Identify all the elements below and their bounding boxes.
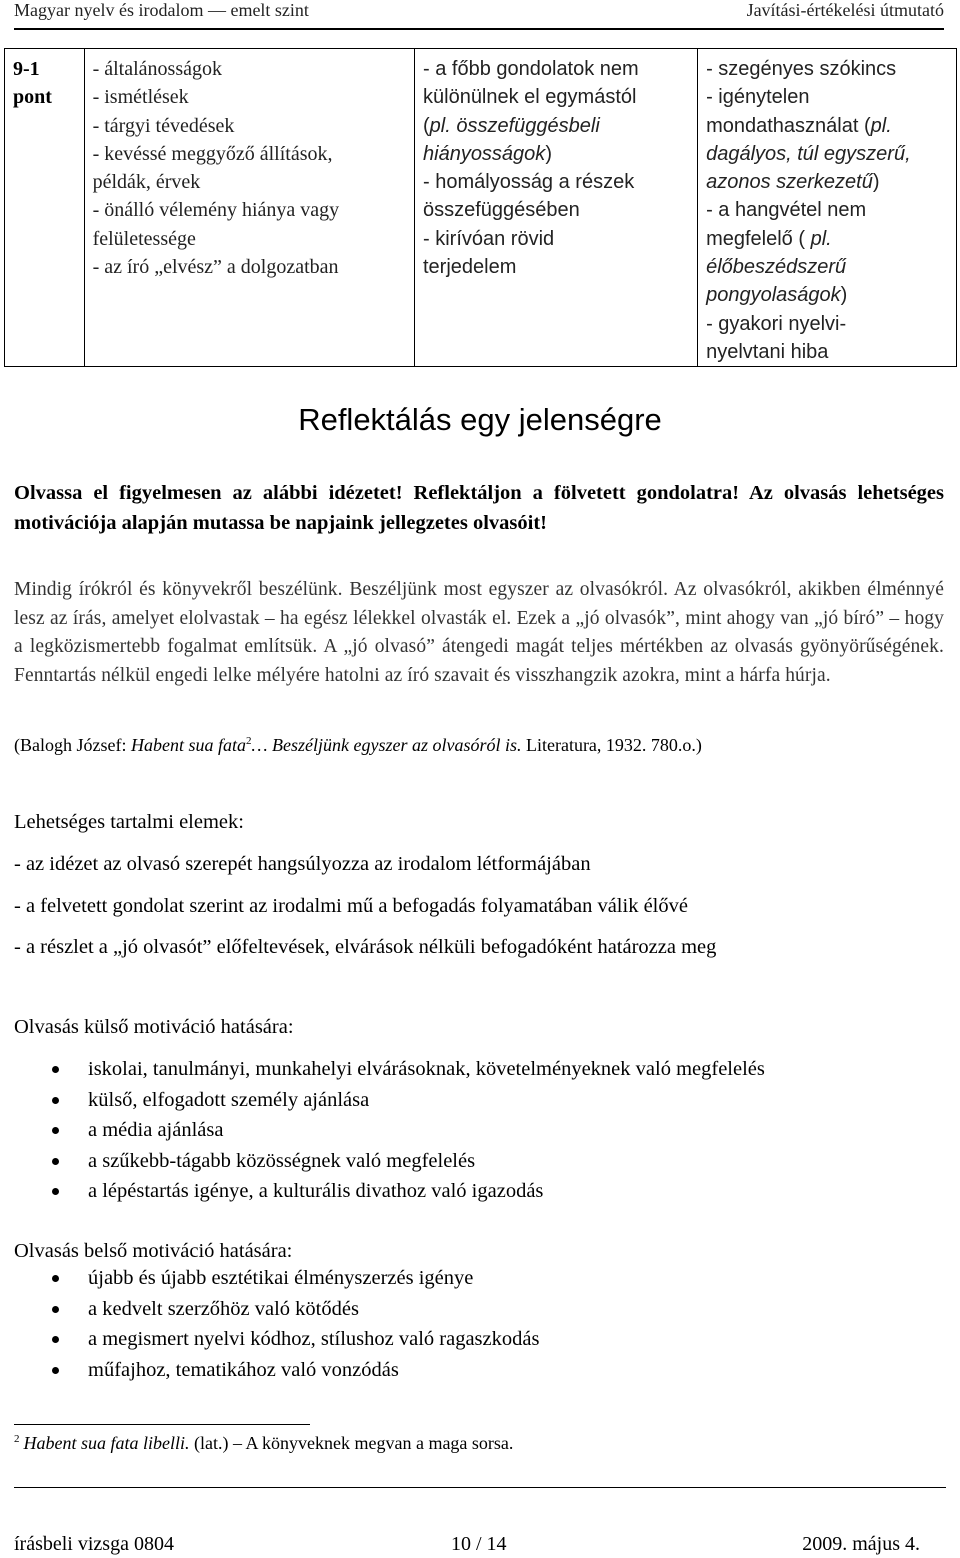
external-motivation-list <box>40 1054 765 1207</box>
content-heading: Lehetséges tartalmi elemek: <box>14 811 244 833</box>
header-left: Magyar nyelv és irodalom — emelt szint <box>14 0 309 20</box>
bullet-icon <box>52 1306 59 1313</box>
list-item: - szegényes szókincs <box>706 58 897 80</box>
list-item: - az író „elvész” a dolgozatban <box>92 256 339 279</box>
language-criteria-cell <box>698 49 957 367</box>
bullet-icon <box>52 1188 59 1195</box>
bullet-icon <box>52 1158 59 1165</box>
score-value: 9-1 <box>13 58 40 80</box>
quote-text: Mindig írókról és könyvekről beszélünk. Beszéljünk most egyszer az olvasókról. Az olvasókról, akikben élménnyé lesz az írás, amelyet elolvastak – ha egész lélekkel olvasták el. Ezek a „jó olvasók”, mint ahogy van „jó bíró” – hogy a legközismertebb fogalmat említsük. A „jó olvasó” átengedi magát teljes mértékben az olvasás gyönyörűségének. Fenntartás nélkül engedi lelke mélyére hatolni az író szavait és visszhangzik azokra, mint a hárfa húrja. <box>14 579 944 686</box>
footer-date: 2009. május 4. <box>802 1533 920 1555</box>
footer-exam-id: írásbeli vizsga 0804 <box>14 1533 174 1555</box>
list-item: - ismétlések <box>92 86 189 109</box>
list-item: külső, elfogadott személy ajánlása <box>40 1085 765 1116</box>
list-item: műfajhoz, tematikához való vonzódás <box>40 1355 539 1386</box>
list-item: hiányosságok) <box>423 142 552 165</box>
list-item: megfelelő ( pl. <box>706 227 832 250</box>
bullet-icon <box>52 1097 59 1104</box>
list-item: - általánosságok <box>92 58 222 80</box>
header-right: Javítási-értékelési útmutató <box>746 0 944 20</box>
table-row <box>5 49 957 367</box>
bullet-icon <box>52 1066 59 1073</box>
list-item: - a hangvétel nem <box>706 199 867 222</box>
internal-motivation-heading: Olvasás belső motiváció hatására: <box>14 1240 293 1262</box>
list-item: - önálló vélemény hiánya vagy <box>92 199 340 222</box>
list-item: újabb és újabb esztétikai élményszerzés igénye <box>40 1263 539 1294</box>
list-item: - tárgyi tévedések <box>92 114 235 137</box>
list-item: mondathasználat (pl. <box>706 114 892 137</box>
list-item: - kevéssé meggyőző állítások, <box>92 142 333 165</box>
rubric-table <box>4 48 957 367</box>
structure-criteria-cell <box>415 49 698 367</box>
list-item: a kedvelt szerzőhöz való kötődés <box>40 1294 539 1325</box>
list-item: - az idézet az olvasó szerepét hangsúlyozza az irodalom létformájában <box>14 853 591 875</box>
content-criteria-cell <box>84 49 414 367</box>
footnote-ref: 2 <box>245 735 252 747</box>
list-item: a média ajánlása <box>40 1115 765 1146</box>
internal-motivation-list <box>40 1263 539 1385</box>
list-item: - igénytelen <box>706 86 810 109</box>
bullet-icon <box>52 1367 59 1374</box>
score-cell <box>5 49 85 367</box>
list-item: összefüggésében <box>423 199 580 222</box>
list-item: nyelvtani hiba <box>706 340 829 363</box>
list-item: élőbeszédszerű <box>706 256 847 279</box>
footnote: $^2$ Habent sua fata libelli. (lat.) – A könyveknek megvan a maga sorsa. <box>14 1433 514 1453</box>
list-item: - gyakori nyelvi- <box>706 312 847 335</box>
external-motivation-heading: Olvasás külső motiváció hatására: <box>14 1016 294 1038</box>
list-item: iskolai, tanulmányi, munkahelyi elvárásoknak, követelményeknek való megfelelés <box>40 1054 765 1085</box>
list-item: (pl. összefüggésbeli <box>423 114 600 137</box>
footnote-divider <box>14 1424 310 1425</box>
bullet-icon <box>52 1275 59 1282</box>
list-item: - a részlet a „jó olvasót” előfeltevések, elvárások nélküli befogadóként határozza meg <box>14 936 717 959</box>
list-item: különülnek el egymástól <box>423 86 637 109</box>
list-item: példák, érvek <box>92 171 201 194</box>
task-instructions: Olvassa el figyelmesen az alábbi idézetet! Reflektáljon a fölvetett gondolatra! Az olvasás lehetséges motivációja alapján mutassa be napjaink jellegzetes olvasóit! <box>14 482 944 534</box>
score-unit: pont <box>13 86 52 109</box>
citation: (Balogh József: Habent sua fata$^2$… Beszéljünk egyszer az olvasóról is. Literatura, 1932. 780.o.) <box>14 735 702 755</box>
page-number: 10 / 14 <box>451 1533 507 1555</box>
footer-divider <box>14 1487 946 1488</box>
list-item: - a főbb gondolatok nem <box>423 58 639 80</box>
list-item: pongyolaságok) <box>706 284 848 307</box>
list-item: azonos szerkezetű) <box>706 171 880 194</box>
bullet-icon <box>52 1127 59 1134</box>
list-item: - kirívóan rövid <box>423 227 555 250</box>
section-title: Reflektálás egy jelenségre <box>298 402 662 437</box>
list-item: a megismert nyelvi kódhoz, stílushoz való ragaszkodás <box>40 1324 539 1355</box>
bullet-icon <box>52 1336 59 1343</box>
list-item: terjedelem <box>423 256 517 279</box>
content-list <box>14 850 944 975</box>
list-item: felületessége <box>92 227 196 250</box>
page-header <box>14 0 944 30</box>
list-item: a lépéstartás igénye, a kulturális divathoz való igazodás <box>40 1176 765 1207</box>
list-item: - a felvetett gondolat szerint az irodalmi mű a befogadás folyamatában válik élővé <box>14 894 688 917</box>
list-item: - homályosság a részek <box>423 171 635 194</box>
list-item: a szűkebb-tágabb közösségnek való megfelelés <box>40 1146 765 1177</box>
list-item: dagályos, túl egyszerű, <box>706 142 911 165</box>
